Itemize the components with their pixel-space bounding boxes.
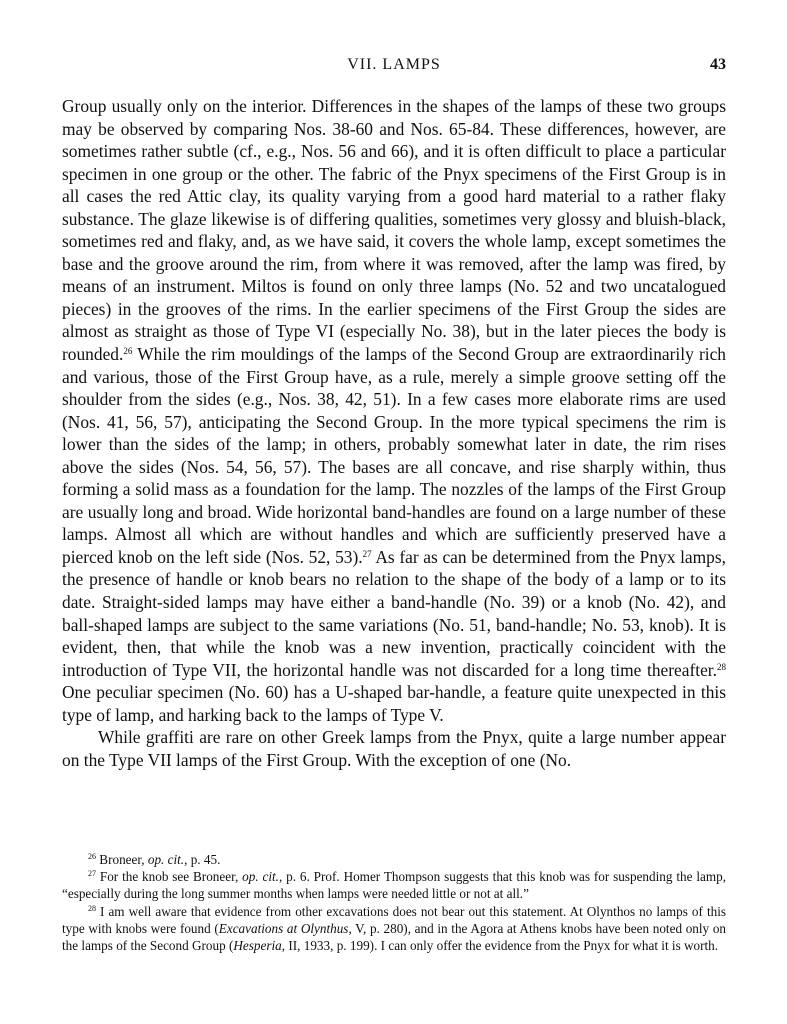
body-text	[62, 95, 726, 771]
footnote-ref-26: 26	[123, 346, 133, 357]
running-head: VII. LAMPS	[347, 56, 441, 73]
footnote-28-number: 28	[88, 903, 96, 913]
paragraph-1-text-3: As far as can be determined from the Pnyx lamps, the presence of handle or knob bears no relation to the shape of the body of a lamp or to its date. Straight-sided lamps may have either a band-handle (No. 39) or a knob (No. 42), and ball-shaped lamps are subject to the same variations (No. 51, band-handle; No. 53, knob). It is evident, then, that while the knob was a new invention, practically coincident with the introduction of Type VII, the horizontal handle was not discarded for a long time thereafter.	[62, 546, 726, 680]
footnote-26-number: 26	[88, 852, 96, 861]
footnote-ref-27: 27	[362, 548, 372, 559]
paragraph-1	[62, 95, 726, 726]
footnote-28-text-a: I am well aware that evidence from other excavations does not bear out this statement. At Olynthos no lamps of this type with knobs were found (	[62, 903, 726, 936]
footnote-26-text-a: Broneer,	[96, 852, 148, 867]
footnote-28-text-c: , II, 1933, p. 199). I can only offer the evidence from the Pnyx for what it is worth.	[281, 937, 719, 953]
paragraph-1-text-1: Group usually only on the interior. Differences in the shapes of the lamps of these two groups may be observed by comparing Nos. 38-60 and Nos. 65-84. These differences, however, are sometimes rather subtle (cf., e.g., Nos. 56 and 66), and it is often difficult to place a particular specimen in one group or the other. The fabric of the Pnyx specimens of the First Group is in all cases the red Attic clay, its quality varying from a good hard material to a rather flaky substance. The glaze likewise is of differing qualities, sometimes very glossy and bluish-black, sometimes red and flaky, and, as we have said, it covers the whole lamp, except sometimes the base and the groove around the rim, from where it was removed, after the lamp was fired, by means of an instrument. Miltos is found on only three lamps (No. 52 and two uncatalogued pieces) in the grooves of the rims. In the earlier specimens of the First Group the sides are almost as straight as those of Type VI (especially No. 38), but in the later pieces the body is rounded.	[62, 96, 726, 365]
footnote-ref-28: 28	[717, 661, 726, 672]
footnote-26	[62, 852, 726, 869]
paragraph-2: While graffiti are rare on other Greek lamps from the Pnyx, quite a large number appear on the Type VII lamps of the First Group. With the exception of one (No.	[62, 727, 726, 770]
footnote-28-italic-1: Excavations at Olynthus	[218, 920, 349, 936]
footnotes	[62, 852, 726, 955]
footnote-27-italic: op. cit.	[242, 869, 279, 885]
paragraph-1-text-2: While the rim mouldings of the lamps of the Second Group are extraordinarily rich and various, those of the First Group have, as a rule, merely a simple groove setting off the shoulder from the sides (e.g., Nos. 38, 42, 51). In a few cases more elaborate rims are used (Nos. 41, 56, 57), anticipating the Second Group. In the more typical specimens the rim is lower than the sides of the lamp; in others, probably somewhat later in date, the rim rises above the sides (Nos. 54, 56, 57). The bases are all concave, and rise sharply within, thus forming a solid mass as a foundation for the lamp. The nozzles of the lamps of the First Group are usually long and broad. Wide horizontal band-handles are found on a large number of these lamps. Almost all which are without handles and which are sufficiently preserved have a pierced knob on the left side (Nos. 52, 53).	[62, 344, 726, 567]
footnote-27-number: 27	[88, 869, 96, 879]
page-header	[62, 56, 726, 82]
footnote-28-text-b: , V, p. 280), and in the Agora at Athens knobs have been noted only on the lamps of the Second Group (	[62, 920, 727, 953]
footnote-27-text-b: , p. 6. Prof. Homer Thompson suggests that this knob was for suspending the lamp, “especially during the long summer months when lamps were needed little or not at all.”	[62, 869, 726, 902]
footnote-28-italic-2: Hesperia	[233, 937, 282, 953]
footnote-27-text-a: For the knob see Broneer,	[96, 869, 243, 885]
footnote-26-text-b: , p. 45.	[184, 852, 221, 867]
paragraph-1-text-4: One peculiar specimen (No. 60) has a U-shaped bar-handle, a feature quite unexpected in this type of lamp, and harking back to the lamps of Type V.	[62, 682, 726, 725]
footnote-27	[62, 869, 726, 903]
page-number: 43	[710, 56, 726, 73]
footnote-28	[62, 904, 726, 955]
footnote-26-italic: op. cit.	[147, 852, 185, 867]
